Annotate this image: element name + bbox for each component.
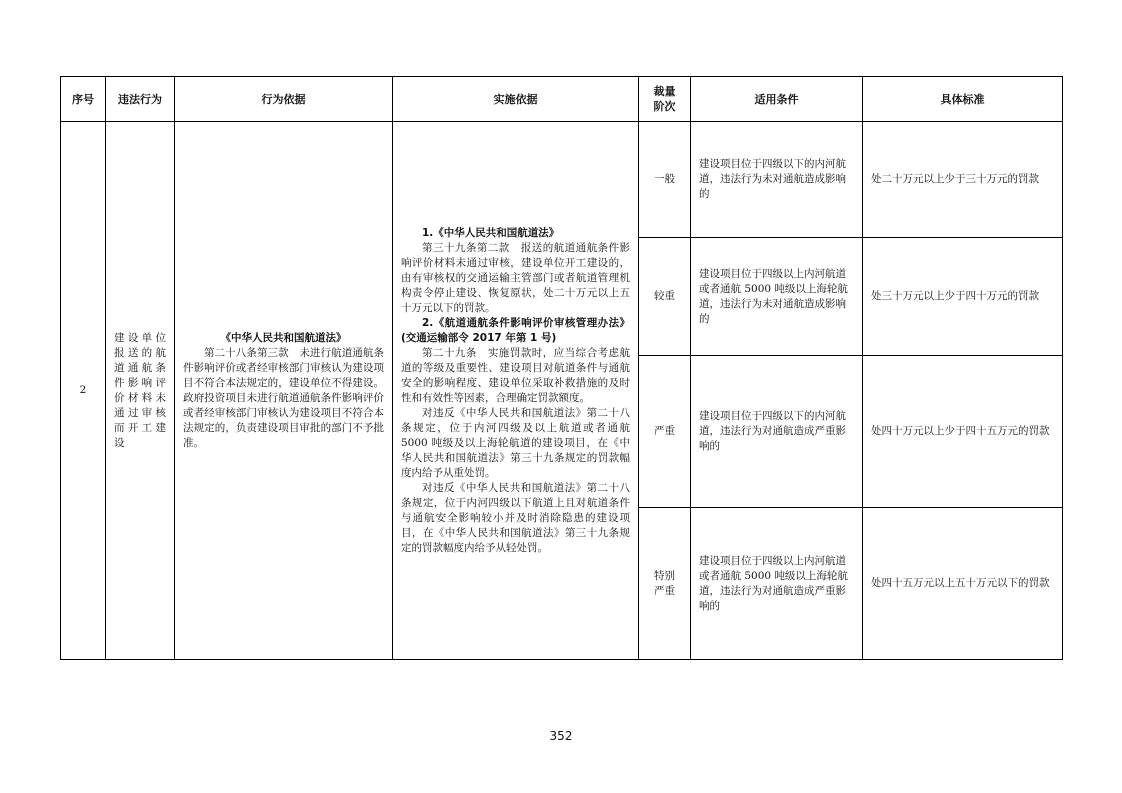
header-implementation: 实施依据 xyxy=(393,77,639,122)
header-seq: 序号 xyxy=(61,77,106,122)
tier-condition: 建设项目位于四级以下的内河航道，违法行为对通航造成严重影响的 xyxy=(691,356,863,508)
violation-cell xyxy=(106,122,175,660)
implementation-heading-2: 2.《航道通航条件影响评价审核管理办法》(交通运输部令 2017 年第 1 号) xyxy=(401,316,630,344)
header-standard: 具体标准 xyxy=(863,77,1063,122)
tier-level-text: 特别严重 xyxy=(654,569,675,597)
tier-condition: 建设项目位于四级以上内河航道或者通航 5000 吨级以上海轮航道，违法行为对通航造成严重影响的 xyxy=(691,508,863,660)
implementation-cell xyxy=(393,122,639,660)
basis-cell xyxy=(175,122,393,660)
header-conditions: 适用条件 xyxy=(691,77,863,122)
basis-text: 第二十八条第三款 未进行航道通航条件影响评价或者经审核部门审核认为建设项目不符合本法规定的，建设单位不得建设。政府投资项目未进行航道通航条件影响评价或者经审核部门审核认为建设项目不符合本法规定的，负责建设项目审批的部门不予批准。 xyxy=(183,346,384,449)
implementation-para-2: 第二十九条 实施罚款时，应当综合考虑航道的等级及重要性、建设项目对航道条件与通航安全的影响程度、建设单位采取补救措施的及时性和有效性等因素，合理确定罚款额度。 xyxy=(401,346,630,404)
tier-level: 严重 xyxy=(639,356,691,508)
tier-level: 较重 xyxy=(639,238,691,356)
page-number: 352 xyxy=(549,729,573,743)
tier-level xyxy=(639,508,691,660)
table-row xyxy=(61,122,1063,238)
implementation-heading-1: 1.《中华人民共和国航道法》 xyxy=(422,226,560,239)
header-row xyxy=(61,77,1063,122)
violation-line: 设 xyxy=(114,436,125,449)
header-level xyxy=(639,77,691,122)
tier-standard: 处三十万元以上少于四十万元的罚款 xyxy=(863,238,1063,356)
seq-cell: 2 xyxy=(61,122,106,660)
basis-title: 《中华人民共和国航道法》 xyxy=(220,331,347,344)
violation-line: 件影响评 xyxy=(114,376,166,389)
header-level-text: 裁量阶次 xyxy=(653,85,676,113)
tier-standard: 处四十五万元以上五十万元以下的罚款 xyxy=(863,508,1063,660)
tier-level: 一般 xyxy=(639,122,691,238)
header-violation: 违法行为 xyxy=(106,77,175,122)
implementation-para-3: 对违反《中华人民共和国航道法》第二十八条规定，位于内河四级及以上航道或者通航 5000 吨级及以上海轮航道的建设项目，在《中华人民共和国航道法》第三十九条规定的罚款幅度内给予从重处罚。 xyxy=(401,406,630,479)
implementation-para-1: 第三十九条第二款 报送的航道通航条件影响评价材料未通过审核，建设单位开工建设的，由有审核权的交通运输主管部门或者航道管理机构责令停止建设、恢复原状，处二十万元以上五十万元以下的罚款。 xyxy=(401,241,630,314)
violation-line: 道通航条 xyxy=(114,361,166,374)
violation-line: 报送的航 xyxy=(114,346,166,359)
tier-condition: 建设项目位于四级以下的内河航道，违法行为未对通航造成影响的 xyxy=(691,122,863,238)
violation-line: 建设单位 xyxy=(114,331,166,344)
tier-condition: 建设项目位于四级以上内河航道或者通航 5000 吨级以上海轮航道，违法行为未对通航造成影响的 xyxy=(691,238,863,356)
violation-line: 通过审核 xyxy=(114,406,166,419)
penalty-standards-table xyxy=(60,76,1063,660)
implementation-para-4: 对违反《中华人民共和国航道法》第二十八条规定，位于内河四级以下航道上且对航道条件与通航安全影响较小并及时消除隐患的建设项目，在《中华人民共和国航道法》第三十九条规定的罚款幅度内给予从轻处罚。 xyxy=(401,481,630,554)
violation-line: 价材料未 xyxy=(114,391,166,404)
tier-standard: 处二十万元以上少于三十万元的罚款 xyxy=(863,122,1063,238)
header-basis: 行为依据 xyxy=(175,77,393,122)
tier-standard: 处四十万元以上少于四十五万元的罚款 xyxy=(863,356,1063,508)
violation-line: 而开工建 xyxy=(114,421,166,434)
